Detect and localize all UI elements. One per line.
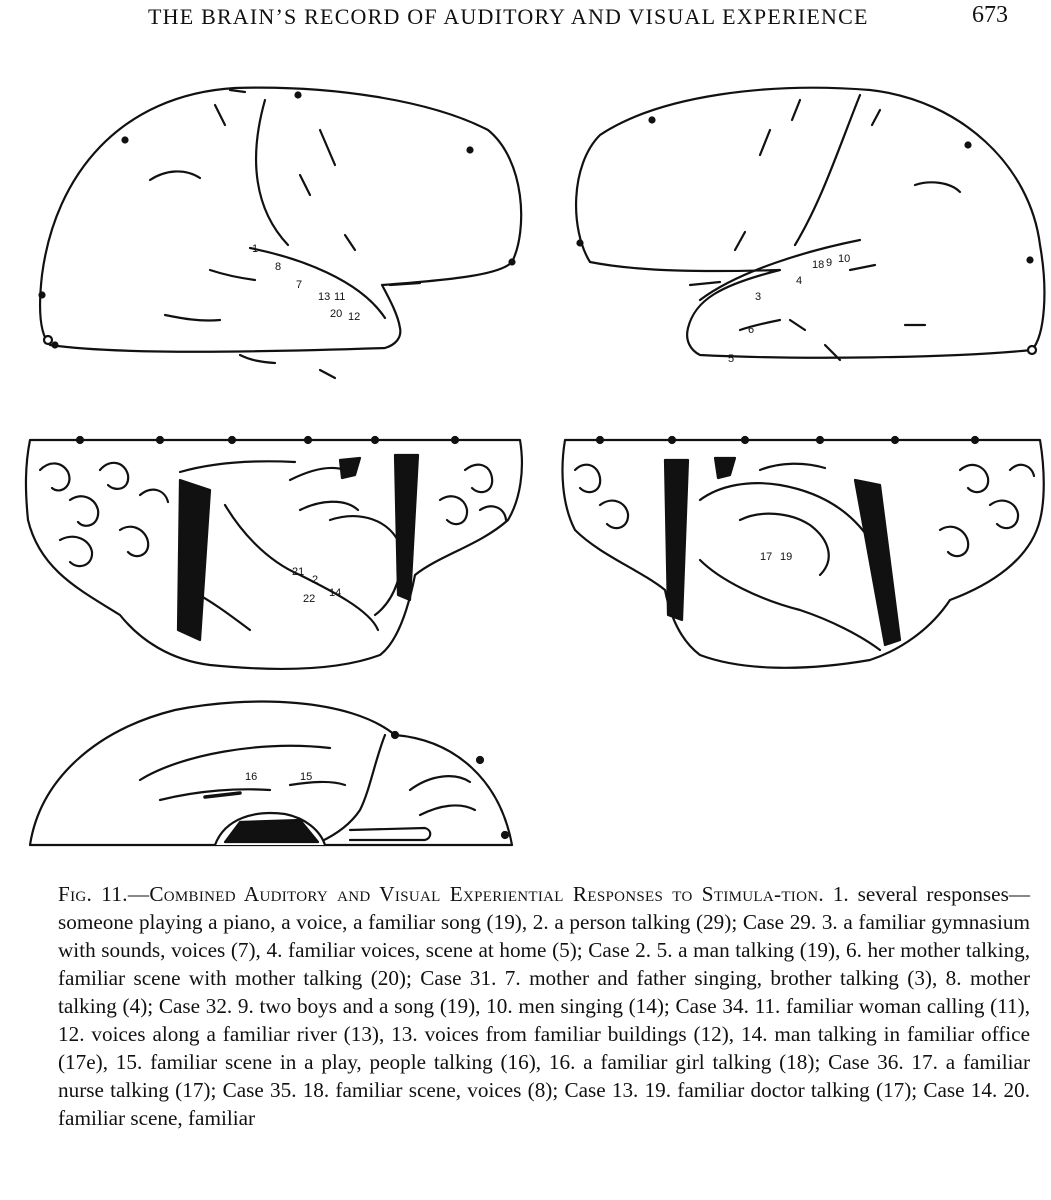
- label-5: 5: [728, 353, 735, 365]
- upper-left-hemisphere-drawing: [40, 88, 522, 378]
- label-18: 18: [812, 259, 825, 271]
- label-11: 11: [334, 291, 346, 303]
- label-20: 20: [330, 308, 343, 320]
- label-17: 17: [760, 551, 773, 563]
- bottom-medial-hemisphere-drawing: [30, 702, 512, 845]
- label-1: 1: [252, 243, 259, 255]
- label-3: 3: [755, 291, 762, 303]
- figure-caption-text: 1. several responses—someone playing a piano, a voice, a familiar song (19), 2. a person talking (29); Case 29. 3. a familiar gymnasium with sounds, voices (7), 4. familiar voices, scene at home (5); Case 2. 5. a man talking (19), 6. her mother talking, familiar scene with mother talking (20); Case 31. 7. mother and father singing, brother talking (3), 8. mother talking (4); Case 32. 9. two boys and a song (19), 10. men singing (14); Case 34. 11. familiar woman calling (11), 12. voices along a familiar river (13), 13. voices from familiar buildings (12), 14. man talking in familiar office (17e), 15. familiar scene in a play, people talking (16), 16. a familiar girl talking (18); Case 36. 17. a familiar nurse talking (17); Case 35. 18. familiar scene, voices (8); Case 13. 19. familiar doctor talking (17); Case 14. 20. familiar scene, familiar: [58, 882, 1031, 1130]
- label-15: 15: [300, 771, 313, 783]
- label-7: 7: [296, 279, 303, 291]
- label-19: 19: [780, 551, 793, 563]
- middle-right-opened-hemisphere-drawing: [562, 437, 1043, 668]
- label-13: 13: [318, 291, 331, 303]
- page-number: 673: [972, 2, 1008, 28]
- middle-left-opened-hemisphere-drawing: [26, 437, 522, 669]
- label-2: 2: [312, 574, 319, 586]
- label-9: 9: [826, 257, 833, 269]
- running-title: THE BRAIN’S RECORD OF AUDITORY AND VISUAL EXPERIENCE: [148, 4, 869, 29]
- label-6: 6: [748, 324, 755, 336]
- upper-right-hemisphere-drawing: [576, 88, 1044, 365]
- label-16: 16: [245, 771, 258, 783]
- brain-figure: [0, 60, 1051, 880]
- label-12: 12: [348, 311, 361, 323]
- label-14: 14: [329, 587, 342, 599]
- figure-caption-label: Fig. 11.—Combined Auditory and Visual Experiential Responses to Stimula-tion.: [58, 882, 824, 906]
- label-10: 10: [838, 253, 851, 265]
- label-21: 21: [292, 566, 305, 578]
- label-22: 22: [303, 593, 316, 605]
- label-8: 8: [275, 261, 282, 273]
- figure-caption: [58, 880, 1030, 1132]
- page-header: [0, 0, 1051, 40]
- label-4: 4: [796, 275, 803, 287]
